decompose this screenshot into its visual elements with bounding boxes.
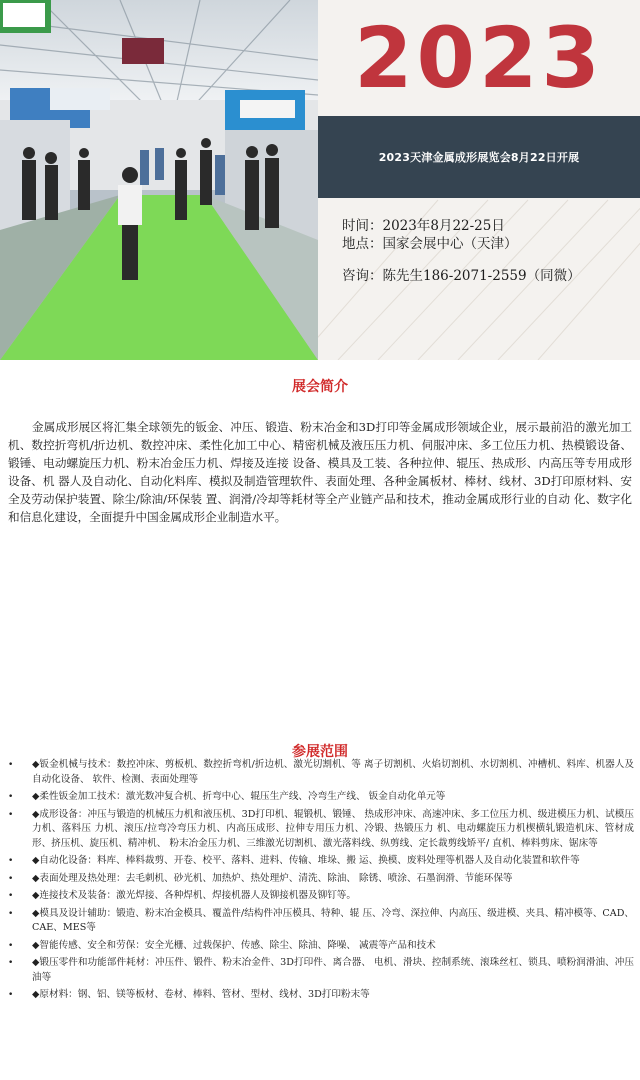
hero-banner [0,0,640,360]
list-item-text: ◆原材料：钢、铝、镁等板材、卷材、棒料、管材、型材、线材、3D打印粉末等 [32,989,370,1000]
exhibition-hall-photo [0,0,318,360]
intro-title: 展会简介 [292,379,348,395]
event-title-banner [318,116,640,198]
list-item [8,988,634,1003]
list-item [8,790,634,805]
intro-body: 金属成形展区将汇集全球领先的钣金、冲压、锻造、粉末冶金和3D打印等金属成形领域企业，展示最前沿的激光加工机、数控折弯机/折边机、数控冲床、柔性化加工中心、精密机械及液压压力机、伺服冲床、多工位压力机、热模锻设备、锻锤、电动螺旋压力机、粉末冶金压力机、焊接及连接 设备、模具及工装、各种拉伸、辊压、热成形、内高压等专用成形设备、机 器人及自动化、自动化料库、模拟及制造管理软件、表面处理、各种金属板材、棒材、线材、3D打印原材料、安全及劳动保护装置、除尘/除油/环保装 置、润滑/冷却等耗材等全产业链产品和技术，推动金属成形行业的自动 化、数字化和信息化建设，全面提升中国金属成形企业制造水平。 [8,420,632,524]
list-item-text: ◆柔性钣金加工技术：激光数冲复合机、折弯中心、辊压生产线、冷弯生产线、 钣金自动化单元等 [32,791,446,802]
list-item [8,872,634,887]
event-contact: 咨询：陈先生186-2071-2559（同微） [342,268,581,284]
list-item-text: ◆智能传感、安全和劳保：安全光栅、过载保护、传感、除尘、除油、降噪、 减震等产品和技术 [32,939,436,951]
bullet-icon: • [8,990,14,1000]
list-item [8,889,634,904]
bullet-icon: • [8,908,14,919]
year-heading: 2023 [354,9,604,107]
list-item [8,956,634,985]
bullet-icon: • [8,958,14,968]
list-item [8,907,634,936]
list-item-text: ◆成形设备：冲压与锻造的机械压力机和液压机、3D打印机、辊锻机、锻锤、 热成形冲床、高速冲床、多工位压力机、级进模压力机、试模压力机、落料压 力机、滚压/拉弯冷弯压力机、内高压成形、拉伸专用压力机、冷锻、热锻压力 机、电动螺旋压力机楔横轧锻造机床、管材成形、挤压机、旋压机、精冲机、 粉末冶金压力机、三维激光切割机、激光落料线、纵剪线、定长裁剪线矫平/ 直机、棒料剪床、锯床等 [32,808,634,849]
list-item [8,939,634,954]
bullet-icon: • [8,809,14,820]
bullet-icon: • [8,792,14,802]
list-item-text: ◆连接技术及装备：激光焊接、各种焊机、焊接机器人及铆接机器及铆钉等。 [32,890,356,901]
scope-list [8,758,634,1006]
bullet-icon: • [8,760,14,770]
scope-title: 参展范围 [292,744,348,760]
list-item-text: ◆表面处理及热处理：去毛刺机、砂光机、加热炉、热处理炉、清洗、除油、 除锈、喷涂、石墨润滑、节能环保等 [32,872,513,884]
bullet-icon: • [8,856,14,866]
list-item [8,854,634,869]
event-time: 时间：2023年8月22-25日 [342,218,505,234]
bullet-icon: • [8,940,14,951]
bullet-icon: • [8,891,14,901]
event-info-panel [318,0,640,360]
event-title: 2023天津金属成形展览会8月22日开展 [378,151,580,164]
list-item-text: ◆钣金机械与技术：数控冲床、剪板机、数控折弯机/折边机、激光切割机、等 离子切割机、火焰切割机、水切割机、冲槽机、料库、机器人及自动化设备、 软件、检测、表面处理等 [32,759,634,785]
list-item-text: ◆模具及设计辅助：锻造、粉末冶金模具、覆盖件/结构件冲压模具、特种、辊 压、冷弯、深拉伸、内高压、级进模、夹具、精冲模等、CAD、CAE、MES等 [32,907,634,933]
bullet-icon: • [8,873,14,884]
list-item [8,808,634,852]
list-item [8,758,634,787]
list-item-text: ◆锻压零件和功能部件耗材：冲压件、锻件、粉末冶金件、3D打印件、离合器、 电机、滑块、控制系统、滚珠丝杠、锁具、喷粉润滑油、冲压油等 [32,957,634,983]
event-venue: 地点：国家会展中心（天津） [342,236,518,252]
list-item-text: ◆自动化设备：料库、棒料裁剪、开卷、校平、落料、进料、传输、堆垛、搬 运、换模、废料处理等机器人及自动化装置和软件等 [32,855,580,866]
